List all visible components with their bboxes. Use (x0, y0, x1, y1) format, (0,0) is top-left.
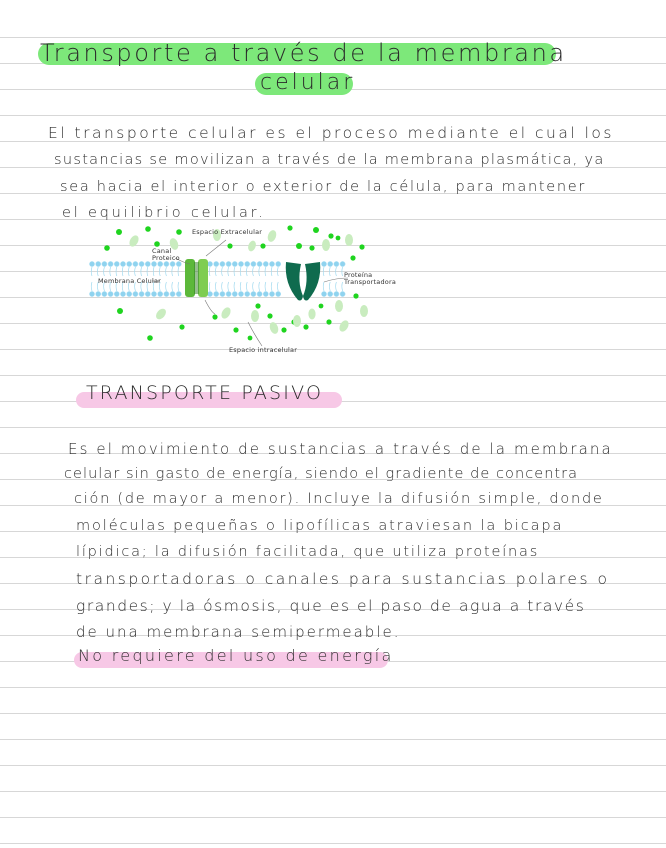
body-line-4: moléculas pequeñas o lipofílicas atraviesan la bicapa (76, 518, 564, 534)
lipid-tail (329, 282, 330, 291)
lipid-head (158, 291, 163, 296)
lipid-tail (122, 267, 123, 276)
lipid-head (207, 261, 212, 266)
lipid-tail (253, 267, 254, 276)
lipid-head (232, 261, 237, 266)
label-intracellular: Espacio intracelular (229, 346, 298, 354)
lipid-head (232, 291, 237, 296)
lipid-head (176, 291, 181, 296)
lipid-head (226, 291, 231, 296)
lipid-tail (259, 282, 260, 291)
note-text: No requiere del uso de energía (78, 646, 394, 665)
lipid-head (245, 291, 250, 296)
protein-channel (185, 259, 208, 297)
lipid-tail (209, 282, 210, 291)
lipid-tail (336, 282, 337, 291)
lipid-head (145, 291, 150, 296)
lipid-head (220, 261, 225, 266)
lipid-head (176, 261, 181, 266)
lipid-tail (215, 282, 216, 291)
lipid-head (269, 291, 274, 296)
lipid-tail (159, 267, 160, 276)
lipid-head (269, 261, 274, 266)
lipid-tail (246, 282, 247, 291)
pale-molecules (128, 229, 368, 335)
lipid-head (340, 291, 345, 296)
lipid-head (328, 261, 333, 266)
lipid-head (321, 291, 326, 296)
lipid-head (108, 291, 113, 296)
lipid-head (96, 291, 101, 296)
lipid-tail (265, 267, 266, 276)
lipid-head (245, 261, 250, 266)
lipid-head (139, 261, 144, 266)
lipid-head (238, 291, 243, 296)
lipid-tail (141, 267, 142, 276)
lipid-tail (91, 267, 92, 276)
lipid-head (164, 261, 169, 266)
lipid-tail (323, 282, 324, 291)
lipid-head (276, 291, 281, 296)
lipid-head (251, 261, 256, 266)
lipid-head (226, 261, 231, 266)
lipid-head (214, 261, 219, 266)
lipid-tail (228, 267, 229, 276)
lipid-head (276, 261, 281, 266)
lipid-tail (116, 267, 117, 276)
lipid-tail (259, 267, 260, 276)
lipid-tail (209, 267, 210, 276)
lipid-head (238, 261, 243, 266)
lipid-head (127, 291, 132, 296)
lipid-head (263, 291, 268, 296)
lipid-tail (166, 267, 167, 276)
lipid-head (133, 291, 138, 296)
lipid-tail (172, 282, 173, 291)
lipid-head (158, 261, 163, 266)
intro-line-2: sustancias se movilizan a través de la membrana plasmática, ya (54, 152, 605, 168)
lipid-tail (246, 267, 247, 276)
lipid-tail (222, 267, 223, 276)
lipid-head (170, 261, 175, 266)
lipid-tail (153, 267, 154, 276)
lipid-head (102, 291, 107, 296)
lipid-tail (271, 267, 272, 276)
lipid-tail (178, 282, 179, 291)
page-subtitle: celular (260, 70, 356, 95)
lipid-tail (329, 267, 330, 276)
page-title: Transporte a través de la membrana (40, 39, 567, 67)
body-line-6: transportadoras o canales para sustancias polares o (76, 570, 610, 588)
lipid-tail (342, 267, 343, 276)
lipid-head (89, 291, 94, 296)
lipid-tail (342, 282, 343, 291)
body-line-1: Es el movimiento de sustancias a través de la membrana (68, 440, 613, 458)
lipid-head (127, 261, 132, 266)
lipid-tail (234, 267, 235, 276)
lipid-tail (240, 267, 241, 276)
body-line-3: ción (de mayor a menor). Incluye la difusión simple, donde (74, 491, 604, 507)
lipid-tail (336, 267, 337, 276)
lipid-tail (240, 282, 241, 291)
lipid-tail (228, 282, 229, 291)
lipid-head (334, 261, 339, 266)
lipid-tail (178, 267, 179, 276)
lipid-tail (172, 267, 173, 276)
body-line-5: lípidica; la difusión facilitada, que utiliza proteínas (76, 544, 540, 560)
intro-line-1: El transporte celular es el proceso mediante el cual los (48, 124, 614, 142)
lipid-head (164, 291, 169, 296)
lipid-tail (104, 267, 105, 276)
lipid-head (145, 261, 150, 266)
lipid-head (102, 261, 107, 266)
lipid-head (220, 291, 225, 296)
lipid-head (151, 261, 156, 266)
intro-line-3: sea hacia el interior o exterior de la célula, para mantener (60, 179, 587, 195)
lipid-tail (97, 267, 98, 276)
lipid-head (120, 261, 125, 266)
lipid-head (321, 261, 326, 266)
lipid-head (214, 291, 219, 296)
transporter-protein (286, 262, 321, 301)
lipid-tail (234, 282, 235, 291)
lipid-head (114, 291, 119, 296)
section-heading: TRANSPORTE PASIVO (86, 382, 324, 404)
lipid-head (133, 261, 138, 266)
lipid-head (257, 291, 262, 296)
lipid-head (114, 261, 119, 266)
lipid-head (257, 261, 262, 266)
lipid-tail (147, 267, 148, 276)
lipid-head (207, 291, 212, 296)
body-line-7: grandes; y la ósmosis, que es el paso de agua a través (76, 597, 586, 615)
lipid-tail (166, 282, 167, 291)
lipid-tail (253, 282, 254, 291)
lipid-head (89, 261, 94, 266)
lipid-head (151, 291, 156, 296)
lipid-tail (277, 267, 278, 276)
lipid-tail (222, 282, 223, 291)
lipid-head (120, 291, 125, 296)
lipid-head (108, 261, 113, 266)
lipid-tail (323, 267, 324, 276)
lipid-tail (265, 282, 266, 291)
lipid-head (139, 291, 144, 296)
lipid-tail (135, 267, 136, 276)
lipid-head (334, 291, 339, 296)
lipid-head (170, 291, 175, 296)
intro-line-4: el equilibrio celular. (62, 205, 266, 221)
lipid-head (340, 261, 345, 266)
label-extracellular: Espacio Extracelular (192, 228, 263, 236)
lipid-tail (215, 267, 216, 276)
lipid-head (251, 291, 256, 296)
lipid-tail (91, 282, 92, 291)
body-line-2: celular sin gasto de energía, siendo el gradiente de concentra (64, 466, 579, 482)
lipid-tail (271, 282, 272, 291)
lipid-head (328, 291, 333, 296)
lipid-tail (128, 267, 129, 276)
label-membrane: Membrana Celular (98, 277, 162, 285)
body-line-8: de una membrana semipermeable. (76, 623, 401, 641)
lipid-tail (110, 267, 111, 276)
label-transporter: Proteína Transportadora (344, 271, 397, 286)
lipid-head (96, 261, 101, 266)
label-channel: Canal Proteico (152, 247, 180, 262)
lipid-tail (277, 282, 278, 291)
lipid-head (263, 261, 268, 266)
